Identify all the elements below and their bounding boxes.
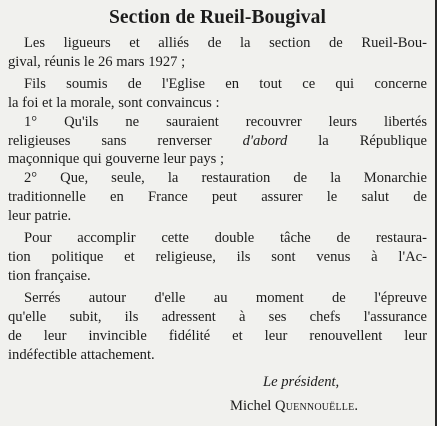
paragraph-2 xyxy=(8,75,427,113)
signature-block xyxy=(8,372,427,416)
text-line: Serrés autour d'elle au moment de l'épreuve xyxy=(24,289,427,306)
paragraph-1 xyxy=(8,34,427,72)
signature-first-name: Michel xyxy=(230,398,272,415)
text-line: de leur invincible fidélité et leur renouvellent leur xyxy=(8,327,427,344)
text-line: traditionnelle en France peut assurer le salut de xyxy=(8,189,427,206)
text-segment: 1° Qu'ils ne sauraient recouvrer leurs libertés xyxy=(24,113,427,130)
signature-role: Le président, xyxy=(263,374,340,391)
paragraph-3 xyxy=(8,113,427,170)
text-segment: maçonnique qui gouverne leur pays ; xyxy=(8,151,225,168)
text-line: indéfectible attachement. xyxy=(8,346,155,363)
paragraph-5 xyxy=(8,229,427,286)
text-line: la foi et la morale, sont convaincus : xyxy=(8,94,220,111)
text-line: Fils soumis de l'Eglise en tout ce qui concerne xyxy=(24,75,427,92)
paragraph-4 xyxy=(8,169,427,226)
text-line: gival, réunis le 26 mars 1927 ; xyxy=(8,53,186,70)
signature-last-name: Quennouëlle. xyxy=(275,398,359,415)
text-segment: la République xyxy=(287,132,427,149)
text-line xyxy=(8,150,427,169)
emphasis-text: d'abord xyxy=(242,132,288,149)
text-line xyxy=(8,132,427,151)
text-line: Les ligueurs et alliés de la section de Rueil-Bou- xyxy=(24,35,427,51)
text-segment: religieuses sans renverser xyxy=(8,132,243,149)
text-line xyxy=(8,113,427,132)
text-line: qu'elle subit, ils adressent à ses chefs l'assurance xyxy=(8,308,427,325)
paragraph-6 xyxy=(8,289,427,365)
text-line: tion française. xyxy=(8,267,91,284)
text-line: leur patrie. xyxy=(8,208,72,225)
signature-name xyxy=(8,396,427,416)
article-title: Section de Rueil-Bougival xyxy=(108,7,326,28)
text-line: tion politique et religieuse, ils sont venus à l'Ac- xyxy=(8,248,427,265)
text-line: Pour accomplir cette double tâche de restaura- xyxy=(24,230,427,247)
text-line: 2° Que, seule, la restauration de la Monarchie xyxy=(24,170,427,187)
